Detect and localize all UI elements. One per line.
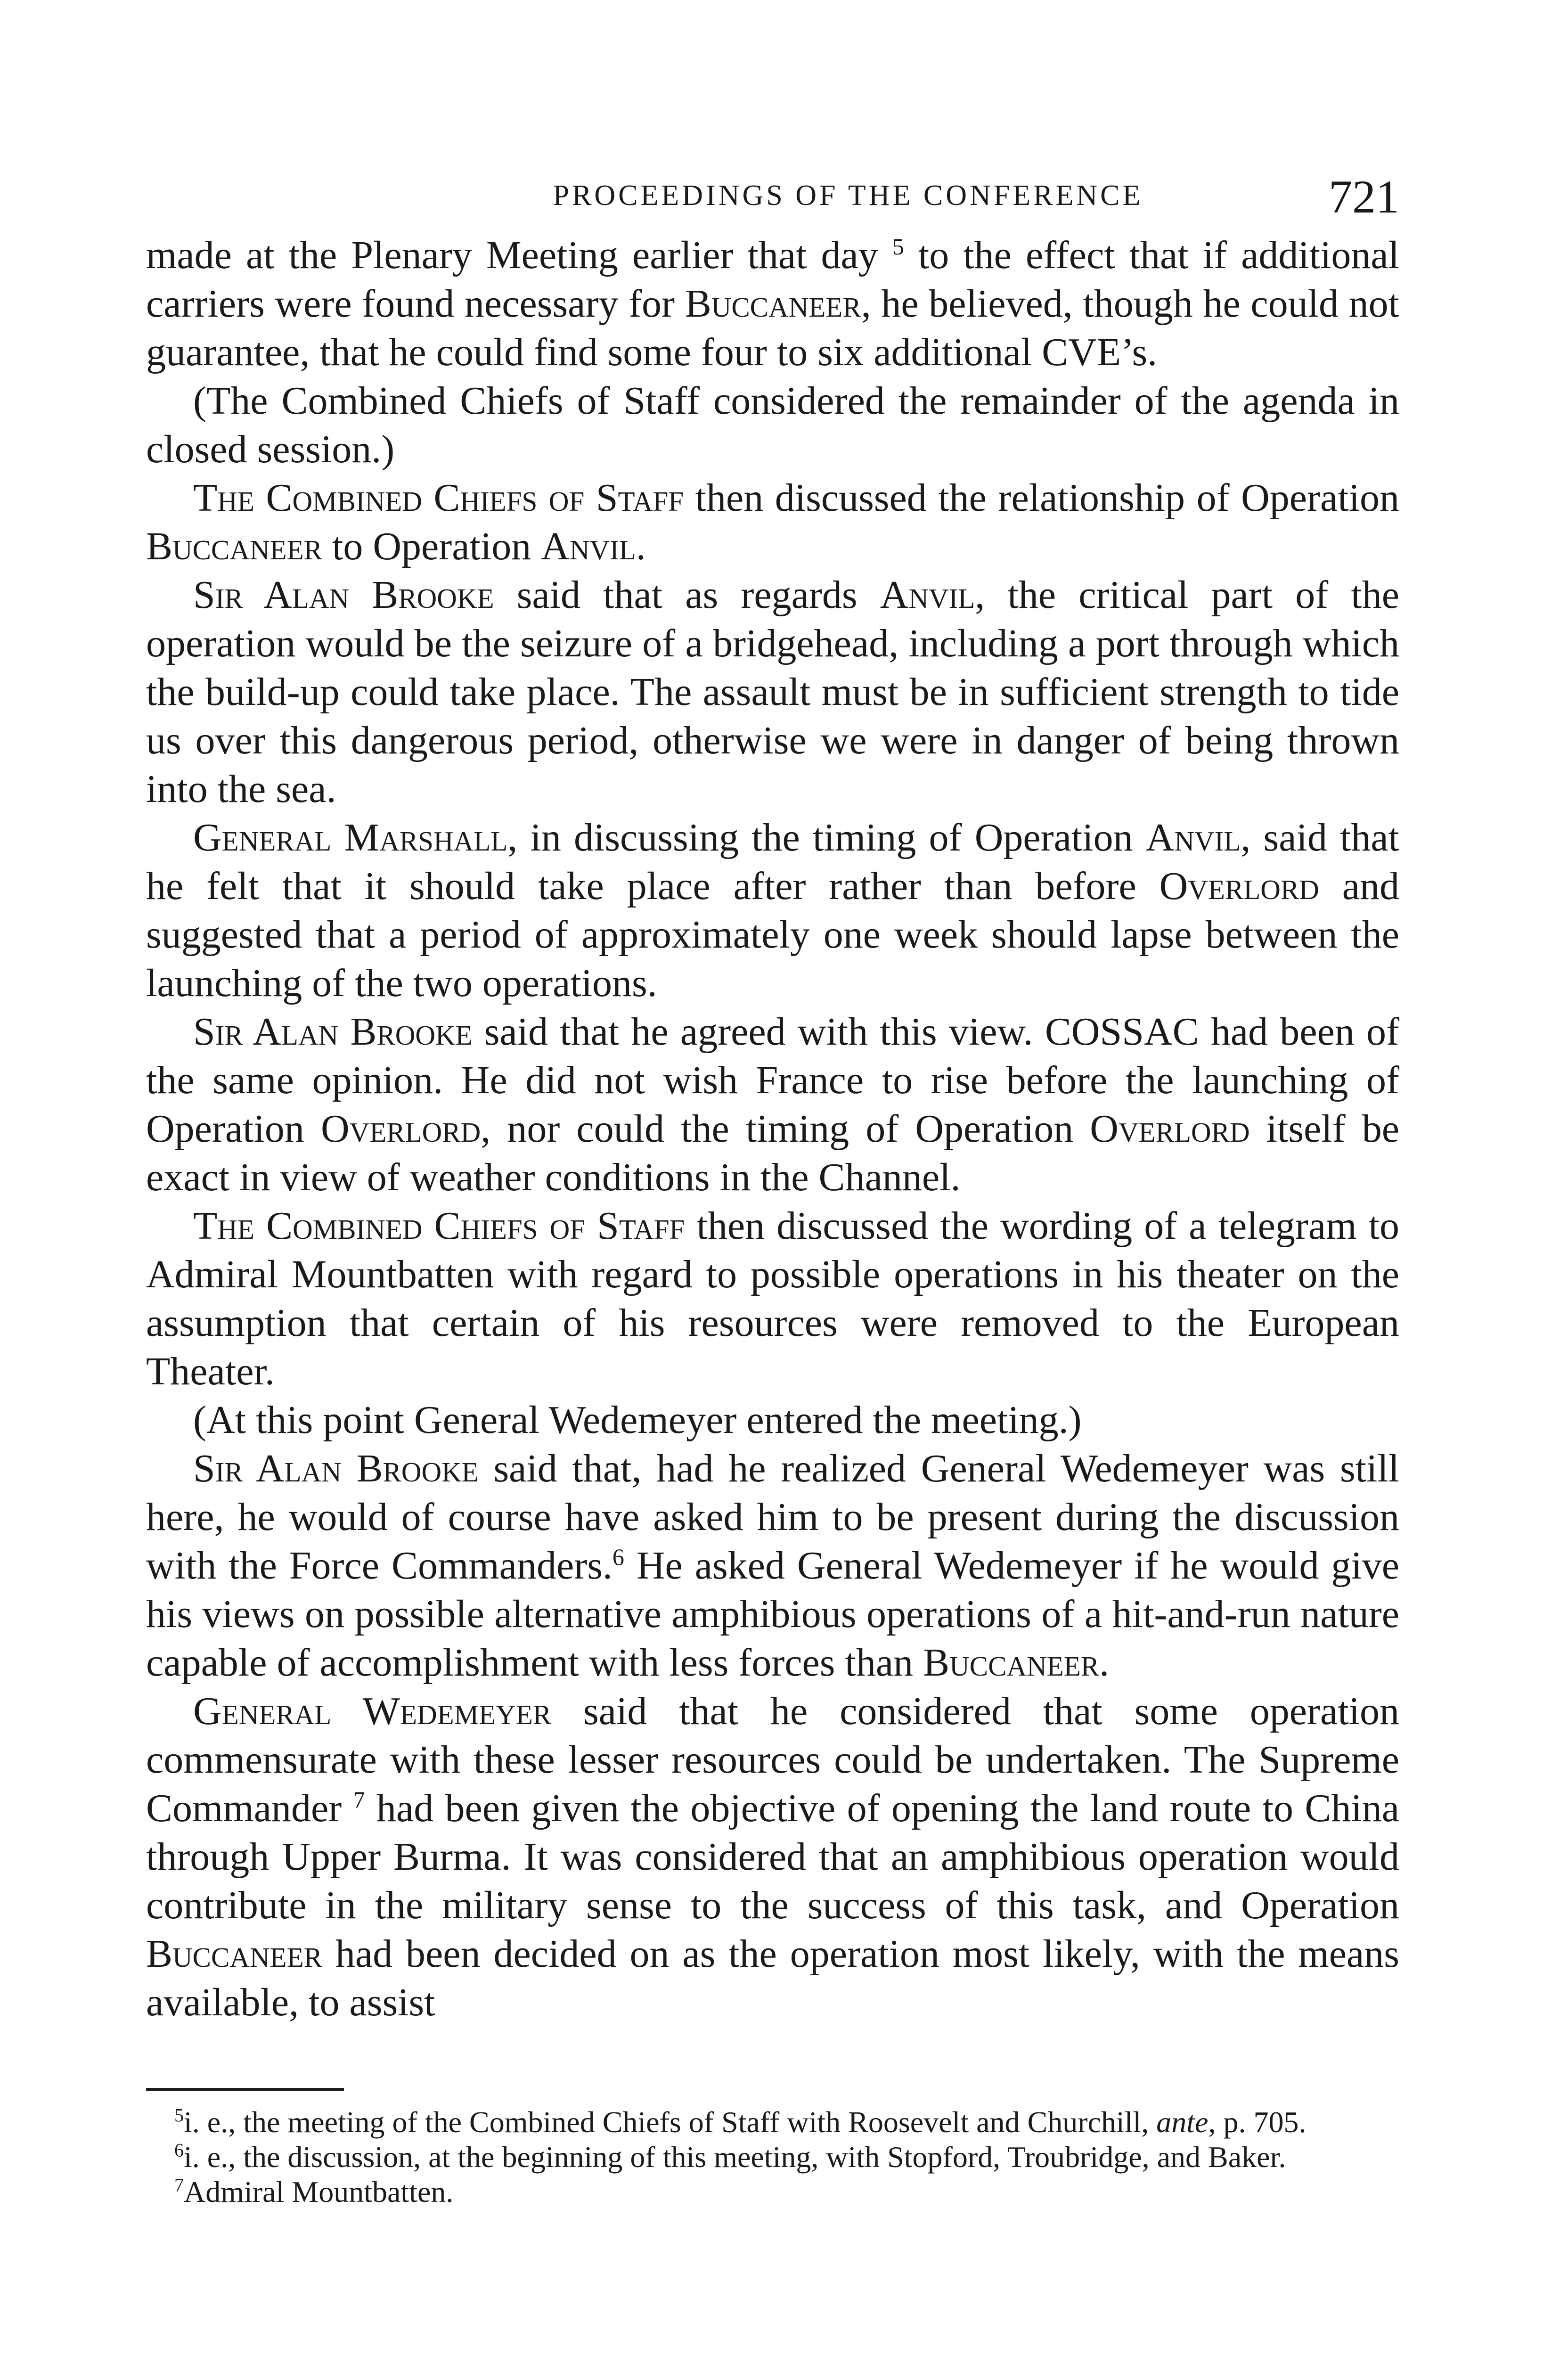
text-run: (At this point General Wedemeyer entered the meeting.) (193, 1398, 1082, 1442)
small-caps-term: Anvil (541, 524, 636, 568)
footnote (146, 2105, 1399, 2140)
page-number: 721 (1329, 171, 1399, 223)
small-caps-term: Overlord (320, 1107, 481, 1151)
text-run: then discussed the wording of a telegram to Admiral Mountbatten with regard to possible operations in his theater on the assumption that certain of his resources were removed to the European Theater. (146, 1204, 1399, 1393)
footnote-reference: 7 (174, 2174, 184, 2196)
small-caps-term: Sir Alan Brooke (193, 1447, 479, 1490)
paragraph (146, 1444, 1399, 1687)
text-run: to the effect that if additional carriers were found necessary for (146, 233, 1399, 326)
text-run: . (1099, 1641, 1110, 1685)
text-run: i. e., the meeting of the Combined Chiefs of Staff with Roosevelt and Churchill, (184, 2105, 1157, 2139)
paragraph (146, 474, 1399, 571)
small-caps-term: General Marshall (193, 816, 508, 859)
text-run: (The Combined Chiefs of Staff considered the remainder of the agenda in closed session.) (146, 379, 1399, 471)
text-run: had been given the objective of opening the land route to China through Upper Burma. It was considered that an amphibious operation would contribute in the military sense to the success of this task, and Operation (146, 1786, 1400, 1927)
body-text (146, 231, 1399, 2027)
small-caps-term: Buccaneer (146, 524, 322, 568)
text-run: i. e., the discussion, at the beginning of this meeting, with Stopford, Troubridge, and Baker. (184, 2140, 1286, 2174)
paragraph (146, 571, 1399, 813)
text-run: said that as regards (494, 573, 880, 617)
small-caps-term: Anvil (880, 573, 975, 617)
text-run: to Operation (322, 524, 541, 568)
footnote-reference: 7 (353, 1786, 365, 1813)
small-caps-term: Sir Alan Brooke (193, 573, 494, 617)
small-caps-term: Overlord (1159, 864, 1319, 908)
text-run: then discussed the relationship of Operation (684, 476, 1399, 520)
text-run: , said that he felt that it should take place after rather than before (146, 816, 1399, 908)
footnote-reference: 6 (174, 2139, 184, 2161)
paragraph (146, 1007, 1399, 1202)
text-run: had been decided on as the operation most likely, with the means available, to assist (146, 1932, 1399, 2024)
footnote-reference: 5 (892, 233, 904, 260)
footnotes (146, 2105, 1399, 2209)
footnote-reference: 6 (612, 1544, 624, 1570)
text-run: said that he agreed with this view. COSSAC had been of the same opinion. He did not wish France to rise before the launching of Operation (146, 1010, 1399, 1151)
paragraph (146, 1687, 1399, 2027)
paragraph (146, 813, 1399, 1007)
text-run: , the critical part of the operation would be the seizure of a bridgehead, including a port through which the build-up could take place. The assault must be in sufficient strength to tide us over this dangerous period, otherwise we were in danger of being thrown into the sea. (146, 573, 1400, 811)
small-caps-term: The Combined Chiefs of Staff (193, 476, 684, 520)
small-caps-term: Anvil (1145, 816, 1241, 859)
paragraph (146, 1202, 1399, 1396)
text-run: , he believed, though he could not guarantee, that he could find some four to six additional CVE’s. (146, 282, 1400, 374)
small-caps-term: Overlord (1090, 1107, 1250, 1151)
text-run: , nor could the timing of Operation (481, 1107, 1090, 1151)
small-caps-term: Buccaneer (923, 1641, 1100, 1685)
running-head (146, 170, 1399, 226)
text-run: made at the Plenary Meeting earlier that day (146, 233, 892, 277)
text-run: said that, had he realized General Wedemeyer was still here, he would of course have asked him to be present during the discussion with the Force Commanders. (146, 1447, 1399, 1587)
text-run: Admiral Mountbatten. (184, 2175, 454, 2209)
footnote (146, 2140, 1399, 2175)
text-run: and suggested that a period of approximately one week should lapse between the launching of the two operations. (146, 864, 1399, 1005)
paragraph (146, 376, 1399, 474)
small-caps-term: Buccaneer (685, 282, 861, 326)
small-caps-term: Sir Alan Brooke (193, 1010, 473, 1054)
text-run: said that he considered that some operation commensurate with these lesser resources could be undertaken. The Supreme Commander (146, 1689, 1399, 1830)
small-caps-term: The Combined Chiefs of Staff (193, 1204, 685, 1248)
text-run: . (636, 524, 646, 568)
footnote-reference: 5 (174, 2104, 184, 2126)
small-caps-term: Buccaneer (146, 1932, 322, 1976)
paragraph (146, 1396, 1399, 1444)
text-run: , in discussing the timing of Operation (507, 816, 1146, 859)
footnote (146, 2175, 1399, 2209)
italic-term: ante (1156, 2105, 1209, 2139)
small-caps-term: General Wedemeyer (193, 1689, 552, 1733)
text-run: , p. 705. (1208, 2105, 1307, 2139)
footnote-rule (146, 2088, 344, 2091)
text-run: itself be exact in view of weather conditions in the Channel. (146, 1107, 1399, 1199)
paragraph (146, 231, 1399, 376)
text-run: He asked General Wedemeyer if he would give his views on possible alternative amphibious operations of a hit-and-run nature capable of accomplishment with less forces than (146, 1544, 1399, 1685)
document-page (146, 170, 1399, 2209)
running-title: PROCEEDINGS OF THE CONFERENCE (553, 180, 1143, 212)
